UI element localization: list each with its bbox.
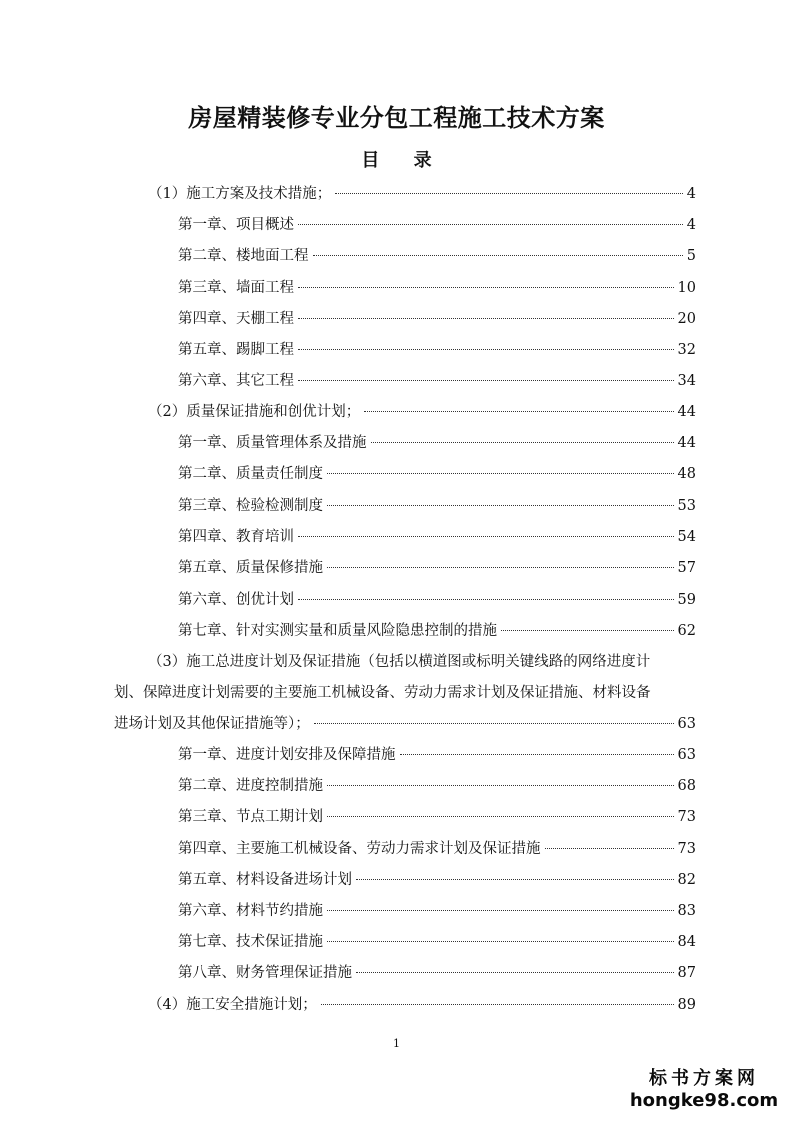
toc-chapter[interactable] <box>178 838 696 860</box>
toc-entry-label: 进场计划及其他保证措施等）； <box>114 716 310 732</box>
toc-entry-label: 第五章、质量保修措施 <box>178 560 323 576</box>
toc-heading: 目 录 <box>361 150 446 171</box>
toc-entry-page: 87 <box>677 965 696 981</box>
toc-entry-page: 53 <box>677 498 696 514</box>
toc-entry-page: 32 <box>677 342 696 358</box>
toc-entry-label: 第五章、材料设备进场计划 <box>178 872 352 888</box>
toc-entry-page: 62 <box>677 623 696 639</box>
toc-leader-dots <box>364 411 673 412</box>
toc-chapter[interactable] <box>178 308 696 330</box>
toc-section-2[interactable] <box>148 401 696 423</box>
toc-entry-page: 48 <box>677 466 696 482</box>
toc-entry-label: 第三章、检验检测制度 <box>178 498 323 514</box>
toc-chapter[interactable] <box>178 245 696 267</box>
toc-entry-page: 57 <box>677 560 696 576</box>
toc-entry-page: 44 <box>677 404 696 420</box>
toc-entry-label: 第一章、进度计划安排及保障措施 <box>178 747 396 763</box>
toc-entry-page: 34 <box>677 373 696 389</box>
toc-entry-label: 第三章、墙面工程 <box>178 280 294 296</box>
toc-leader-dots <box>545 848 674 849</box>
toc-entry-label: 第三章、节点工期计划 <box>178 809 323 825</box>
toc-leader-dots <box>298 224 683 225</box>
watermark-site-name: 标书方案网 <box>649 1068 759 1089</box>
toc-entry-label: 第四章、天棚工程 <box>178 311 294 327</box>
toc-entry-page: 73 <box>677 841 696 857</box>
toc-section-3-line-1: （3）施工总进度计划及保证措施（包括以横道图或标明关键线路的网络进度计 <box>148 654 651 670</box>
toc-leader-dots <box>400 754 674 755</box>
toc-section-4[interactable] <box>148 994 696 1016</box>
toc-entry-page: 68 <box>677 778 696 794</box>
toc-entry-label: 第二章、楼地面工程 <box>178 248 309 264</box>
toc-leader-dots <box>327 473 674 474</box>
toc-leader-dots <box>314 723 674 724</box>
toc-section-3-line-2: 划、保障进度计划需要的主要施工机械设备、劳动力需求计划及保证措施、材料设备 <box>114 685 651 701</box>
toc-entry-label: 第七章、针对实测实量和质量风险隐患控制的措施 <box>178 623 497 639</box>
toc-chapter[interactable] <box>178 526 696 548</box>
toc-leader-dots <box>501 630 674 631</box>
toc-entry-label: 第八章、财务管理保证措施 <box>178 965 352 981</box>
toc-section-1[interactable] <box>148 183 696 205</box>
toc-leader-dots <box>356 972 674 973</box>
toc-chapter[interactable] <box>178 931 696 953</box>
toc-entry-label: （1）施工方案及技术措施； <box>148 186 332 202</box>
toc-leader-dots <box>327 910 674 911</box>
toc-leader-dots <box>356 879 674 880</box>
toc-chapter[interactable] <box>178 744 696 766</box>
toc-leader-dots <box>313 255 683 256</box>
site-watermark <box>629 1068 779 1112</box>
toc-entry-page: 5 <box>686 248 696 264</box>
toc-chapter[interactable] <box>178 277 696 299</box>
toc-chapter[interactable] <box>178 775 696 797</box>
document-title: 房屋精装修专业分包工程施工技术方案 <box>188 104 605 132</box>
toc-entry-page: 44 <box>677 435 696 451</box>
toc-entry-label: 第一章、项目概述 <box>178 217 294 233</box>
toc-leader-dots <box>321 1004 674 1005</box>
toc-leader-dots <box>371 442 674 443</box>
toc-entry-label: 第四章、教育培训 <box>178 529 294 545</box>
toc-entry-label: 第二章、质量责任制度 <box>178 466 323 482</box>
toc-chapter[interactable] <box>178 869 696 891</box>
toc-chapter[interactable] <box>178 900 696 922</box>
toc-leader-dots <box>327 505 674 506</box>
toc-entry-page: 89 <box>677 997 696 1013</box>
toc-section-3[interactable] <box>114 713 696 735</box>
toc-entry-label: 第四章、主要施工机械设备、劳动力需求计划及保证措施 <box>178 841 541 857</box>
toc-chapter[interactable] <box>178 463 696 485</box>
toc-leader-dots <box>327 816 674 817</box>
toc-leader-dots <box>298 318 674 319</box>
toc-leader-dots <box>327 785 674 786</box>
toc-chapter[interactable] <box>178 432 696 454</box>
toc-leader-dots <box>327 567 674 568</box>
toc-chapter[interactable] <box>178 962 696 984</box>
toc-leader-dots <box>335 193 683 194</box>
toc-entry-page: 73 <box>677 809 696 825</box>
toc-entry-label: 第二章、进度控制措施 <box>178 778 323 794</box>
toc-entry-label: 第五章、踢脚工程 <box>178 342 294 358</box>
toc-entry-label: 第六章、材料节约措施 <box>178 903 323 919</box>
toc-chapter[interactable] <box>178 806 696 828</box>
toc-chapter[interactable] <box>178 339 696 361</box>
toc-leader-dots <box>298 380 674 381</box>
toc-entry-label: 第一章、质量管理体系及措施 <box>178 435 367 451</box>
toc-entry-label: 第七章、技术保证措施 <box>178 934 323 950</box>
toc-leader-dots <box>298 599 674 600</box>
toc-entry-page: 63 <box>677 747 696 763</box>
toc-leader-dots <box>298 349 674 350</box>
toc-entry-label: （4）施工安全措施计划； <box>148 997 317 1013</box>
toc-entry-page: 54 <box>677 529 696 545</box>
toc-entry-label: 第六章、创优计划 <box>178 592 294 608</box>
toc-chapter[interactable] <box>178 495 696 517</box>
toc-entry-page: 83 <box>677 903 696 919</box>
watermark-url: hongke98.com <box>629 1090 779 1111</box>
toc-leader-dots <box>298 287 674 288</box>
toc-chapter[interactable] <box>178 557 696 579</box>
toc-entry-label: 第六章、其它工程 <box>178 373 294 389</box>
toc-entry-page: 84 <box>677 934 696 950</box>
toc-leader-dots <box>327 941 674 942</box>
toc-entry-page: 4 <box>686 217 696 233</box>
toc-entry-page: 82 <box>677 872 696 888</box>
toc-leader-dots <box>298 536 674 537</box>
toc-entry-page: 4 <box>686 186 696 202</box>
page-number: 1 <box>393 1037 400 1050</box>
toc-entry-label: （2）质量保证措施和创优计划； <box>148 404 361 420</box>
toc-chapter[interactable] <box>178 589 696 611</box>
toc-entry-page: 59 <box>677 592 696 608</box>
toc-chapter[interactable] <box>178 620 696 642</box>
toc-entry-page: 20 <box>677 311 696 327</box>
toc-chapter[interactable] <box>178 370 696 392</box>
toc-entry-page: 10 <box>677 280 696 296</box>
toc-chapter[interactable] <box>178 214 696 236</box>
toc-entry-page: 63 <box>677 716 696 732</box>
